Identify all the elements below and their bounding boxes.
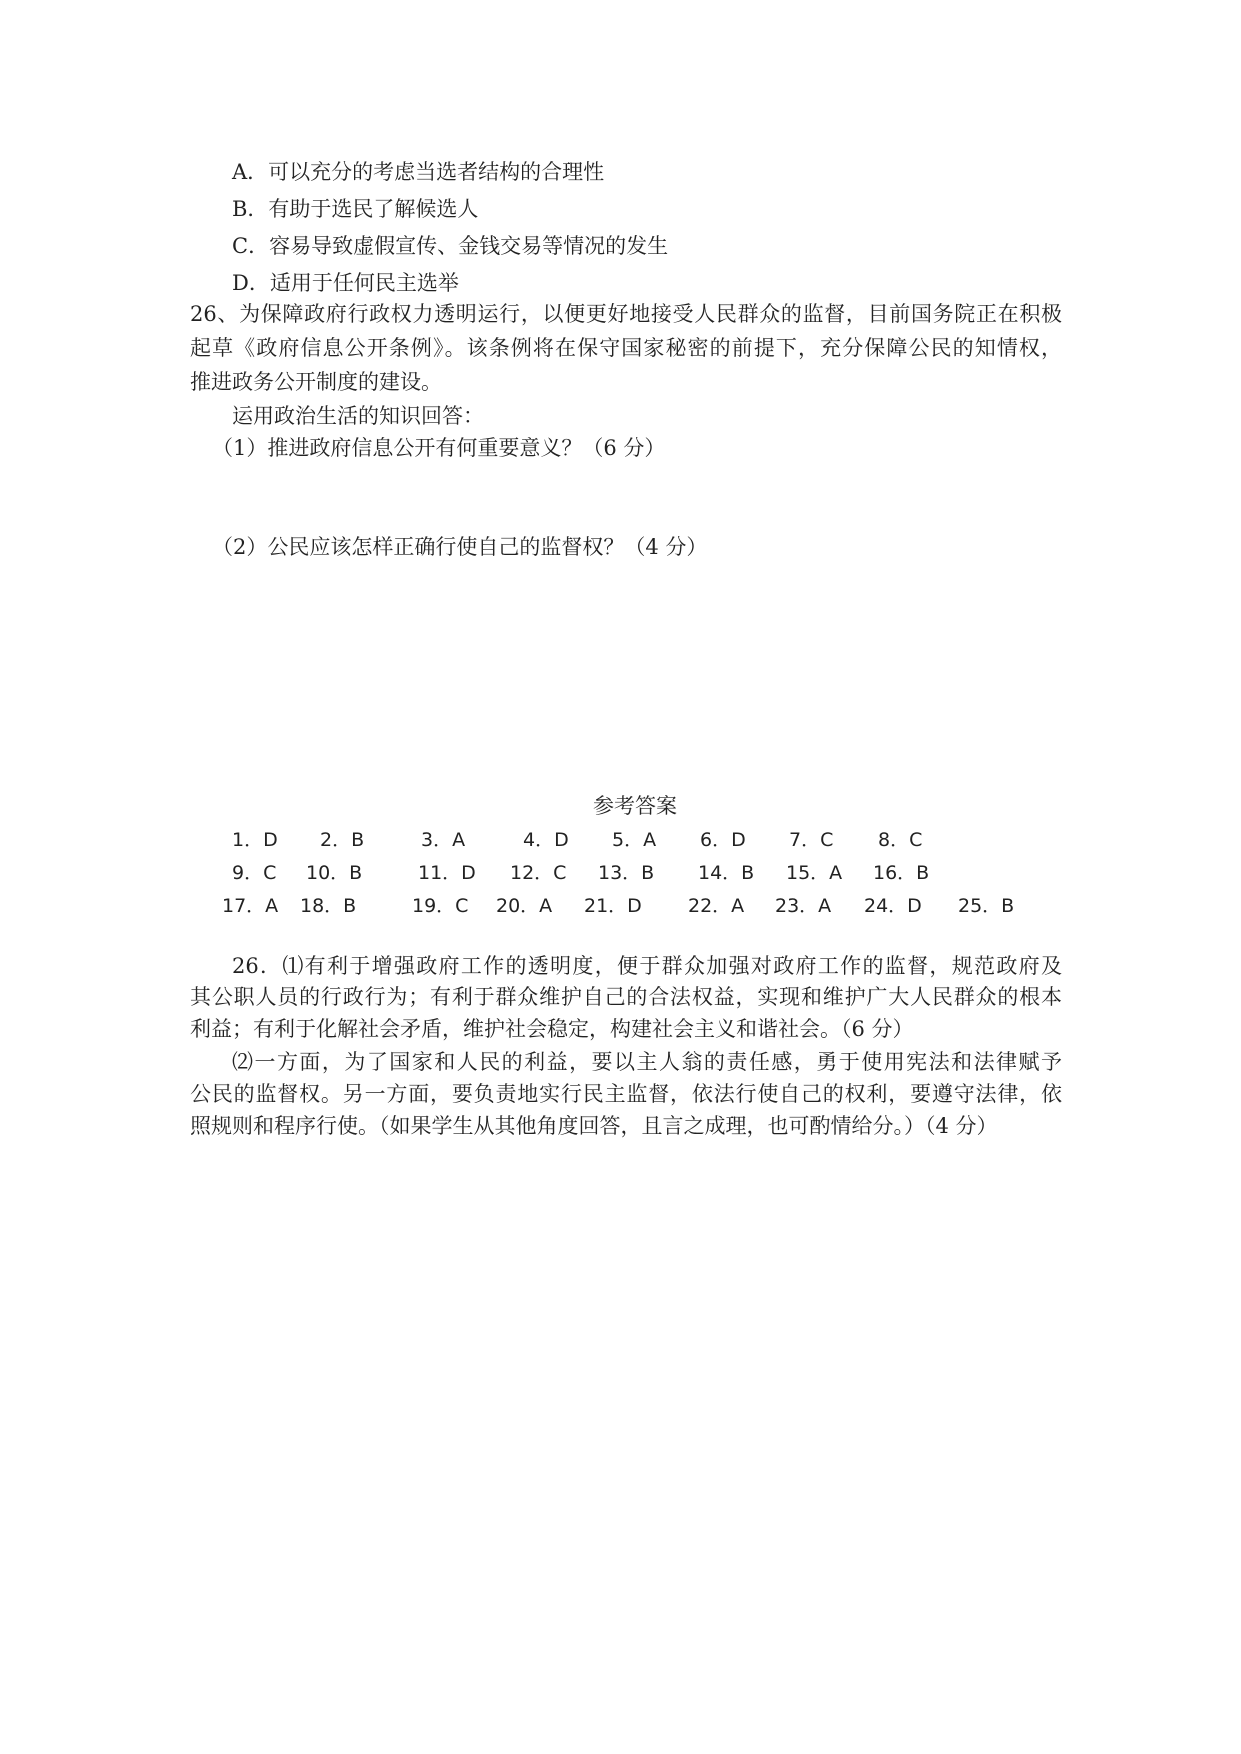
answer-item: 10．B <box>306 862 363 884</box>
answer26-part2-line-1: ⑵一方面，为了国家和人民的利益，要以主人翁的责任感，勇于使用宪法和法律赋予 <box>232 1050 1062 1074</box>
option-d: D．适用于任何民主选举 <box>232 271 459 295</box>
answer26-part2-line-2: 公民的监督权。另一方面，要负责地实行民主监督，依法行使自己的权利，要遵守法律，依 <box>190 1082 1062 1106</box>
q26-line-2: 起草《政府信息公开条例》。该条例将在保守国家秘密的前提下，充分保障公民的知情权， <box>190 336 1062 360</box>
option-c: C．容易导致虚假宣传、金钱交易等情况的发生 <box>232 234 669 258</box>
answer-key-title: 参考答案 <box>593 794 677 818</box>
answer-item: 5．A <box>612 829 657 851</box>
answer-item: 16．B <box>873 862 930 884</box>
q26-sub-question-1: （1）推进政府信息公开有何重要意义？（6 分） <box>212 436 666 460</box>
answer-item: 22．A <box>688 895 745 917</box>
answer-item: 2．B <box>320 829 365 851</box>
q26-line-1: 26、为保障政府行政权力透明运行，以便更好地接受人民群众的监督，目前国务院正在积极 <box>190 302 1062 326</box>
q26-sub-question-2: （2）公民应该怎样正确行使自己的监督权？（4 分） <box>212 535 708 559</box>
answer-item: 20．A <box>496 895 553 917</box>
answer-item: 11．D <box>418 862 476 884</box>
answer-item: 23．A <box>775 895 832 917</box>
answer-item: 18．B <box>300 895 357 917</box>
answer-item: 12．C <box>510 862 567 884</box>
answer-item: 25．B <box>958 895 1015 917</box>
answer26-part2-line-3: 照规则和程序行使。（如果学生从其他角度回答，且言之成理，也可酌情给分。）（4 分） <box>190 1114 998 1138</box>
option-a: A．可以充分的考虑当选者结构的合理性 <box>232 160 605 184</box>
q26-line-3: 推进政务公开制度的建设。 <box>190 370 442 394</box>
answer-item: 6．D <box>700 829 746 851</box>
q26-prompt: 运用政治生活的知识回答： <box>232 404 484 428</box>
answer-item: 13．B <box>598 862 655 884</box>
answer-item: 17．A <box>222 895 279 917</box>
answer-item: 15．A <box>786 862 843 884</box>
answer-item: 14．B <box>698 862 755 884</box>
answer26-part1-line-1: 26．⑴有利于增强政府工作的透明度，便于群众加强对政府工作的监督，规范政府及 <box>232 954 1062 978</box>
answer-item: 1．D <box>232 829 278 851</box>
answer-item: 19．C <box>412 895 469 917</box>
answer-item: 8．C <box>878 829 923 851</box>
answer-item: 4．D <box>523 829 569 851</box>
answer-item: 7．C <box>789 829 834 851</box>
answer26-part1-line-2: 其公职人员的行政行为；有利于群众维护自己的合法权益，实现和维护广大人民群众的根本 <box>190 985 1062 1009</box>
answer26-part1-line-3: 利益；有利于化解社会矛盾，维护社会稳定，构建社会主义和谐社会。（6 分） <box>190 1017 914 1041</box>
option-b: B．有助于选民了解候选人 <box>232 197 479 221</box>
answer-item: 9．C <box>232 862 277 884</box>
answer-item: 3．A <box>421 829 466 851</box>
answer-item: 21．D <box>584 895 642 917</box>
answer-item: 24．D <box>864 895 922 917</box>
